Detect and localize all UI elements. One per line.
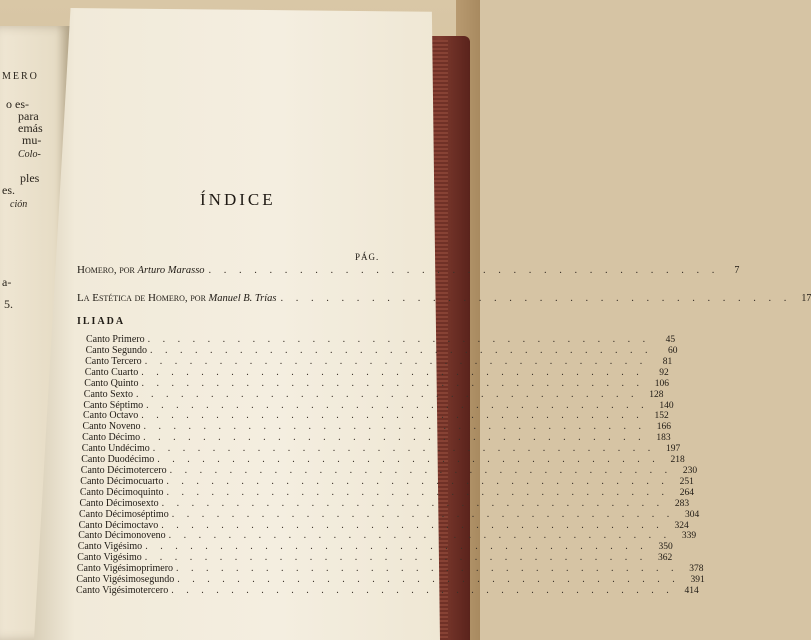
canto-page: 183 [656,433,671,444]
canto-entry [76,585,699,597]
dot-leader: . . . . . . . . . . . . . . . . . . . . . . . . . . . . . . . . . . [143,432,646,444]
canto-entry [80,475,694,488]
canto-label: Canto Décimotercero [80,465,167,476]
canto-label: Canto Vigésimosegundo [76,574,175,586]
canto-page: 106 [654,378,669,389]
entry-page: 7 [734,265,740,276]
canto-entry [77,541,673,553]
canto-page: 264 [679,487,694,498]
canto-page: 218 [670,455,685,465]
canto-label: Canto Tercero [85,355,142,367]
dot-leader: . . . . . . . . . . . . . . . . . . . . . . . . . . . . . . . . . . [141,377,644,389]
dot-leader: . . . . . . . . . . . . . . . . . . . . . . . . . . . . . . . . . . [135,388,639,400]
dot-leader: . . . . . . . . . . . . . . . . . . . . . . . . . . . . . . . . . . [166,475,669,487]
left-page-line: MERO [2,71,39,82]
canto-label: Canto Undécimo [81,443,150,455]
canto-page: 362 [658,553,673,564]
dot-leader: . . . . . . . . . . . . . . . . . . . . . . . . . . . . . . . . . . [141,410,644,422]
canto-entry [79,508,700,521]
dot-leader: . . . . . . . . . . . . . . . . . . . . . . . . . . . . . . . . . . [143,421,647,433]
dot-leader: . . . . . . . . . . . . . . . . . . . . . . . . . . . . . . . . . . [141,366,644,378]
dot-leader: . . . . . . . . . . . . . . . . . . . . . . . . . . . . . . . . . . [161,519,664,531]
canto-entry [84,377,669,390]
index-title: ÍNDICE [200,190,276,209]
dot-leader: . . . . . . . . . . . . . . . . . . . . . . . . . . . . . . . . . . [280,293,792,304]
canto-page: 251 [679,476,694,487]
canto-page: 45 [665,335,676,345]
canto-page: 414 [684,586,699,596]
page-column-header: PÁG. [355,252,380,262]
canto-label: Canto Primero [86,334,145,345]
left-page-line: emás [18,121,43,135]
left-page-line: ples [20,171,40,185]
canto-entry [83,388,664,401]
canto-entry [85,344,678,357]
canto-label: Canto Noveno [82,421,141,433]
canto-page: 140 [659,400,674,411]
dot-leader: . . . . . . . . . . . . . . . . . . . . . . . . . . . . . . . . . . [152,443,656,455]
dot-leader: . . . . . . . . . . . . . . . . . . . . . . . . . . . . . . . . . . [146,399,649,411]
section-heading: ILIADA [77,316,126,327]
dot-leader: . . . . . . . . . . . . . . . . . . . . . . . . . . . . . . . . . . [145,541,648,553]
canto-page: 81 [662,356,673,367]
entry-lead: Homero, por [77,264,135,276]
canto-page: 324 [674,520,689,531]
entry-author: Arturo Marasso [137,265,205,276]
dot-leader: . . . . . . . . . . . . . . . . . . . . . . . . . . . . . . . . . . [171,585,674,596]
canto-page: 128 [649,389,664,400]
entry-author: Manuel B. Trías [208,293,277,304]
dot-leader: . . . . . . . . . . . . . . . . . . . . . . . . . . . . . . . . . . [161,497,665,509]
canto-page: 152 [654,411,669,422]
entry-lead: La Estética de Homero, por [77,292,206,304]
left-page-line: Colo- [18,149,41,160]
dot-leader: . . . . . . . . . . . . . . . . . . . . . . . . . . . . . . . . . . [166,486,669,498]
canto-label: Canto Quinto [84,377,139,389]
canto-entry [79,497,690,510]
canto-page: 92 [659,367,669,378]
left-page-line: a- [2,275,12,289]
canto-page: 283 [674,498,690,509]
dot-leader: . . . . . . . . . . . . . . . . . . . . . . . . . . . . . . . . . . [177,574,680,586]
index-entry [77,264,740,276]
canto-page: 197 [665,444,681,455]
dot-leader: . . . . . . . . . . . . . . . . . . . . . . . . . . . . . . . . . . [168,530,672,542]
canto-entry [80,465,698,477]
canto-page: 391 [690,575,705,586]
canto-entry [79,486,694,499]
canto-label: Canto Séptimo [83,399,144,411]
canto-label: Canto Cuarto [84,366,139,378]
left-page-line: 5. [4,297,13,311]
canto-label: Canto Décimosexto [79,497,159,509]
dot-leader: . . . . . . . . . . . . . . . . . . . . . . . . . . . . . . . . . . [144,552,648,564]
canto-entry [81,454,685,466]
canto-label: Canto Sexto [83,388,133,400]
canto-page: 60 [667,345,678,356]
canto-label: Canto Décimoquinto [79,486,164,498]
canto-label: Canto Vigésimotercero [76,585,169,596]
canto-label: Canto Vigésimo [77,541,143,553]
canto-entry [84,366,669,379]
canto-label: Canto Décimonoveno [78,530,166,542]
canto-page: 339 [681,531,697,542]
dot-leader: . . . . . . . . . . . . . . . . . . . . . . . . . . . . . . . . . . [169,465,673,476]
canto-page: 304 [684,509,700,520]
dot-leader: . . . . . . . . . . . . . . . . . . . . . . . . . . . . . . . . . . [149,344,653,356]
dot-leader: . . . . . . . . . . . . . . . . . . . . . . . . . . . . . . . . . . [157,454,660,465]
canto-label: Canto Décimoctavo [78,519,159,531]
canto-label: Canto Vigésimo [77,552,142,564]
canto-label: Canto Octavo [83,410,139,422]
canto-label: Canto Vigésimoprimero [76,563,174,575]
dot-leader: . . . . . . . . . . . . . . . . . . . . . . . . . . . . . . . . . . [147,334,651,345]
left-page-line: ción [10,199,28,210]
index-entry [77,292,811,304]
dot-leader: . . . . . . . . . . . . . . . . . . . . . . . . . . . . . . . . . . [171,508,675,520]
dot-leader: . . . . . . . . . . . . . . . . . . . . . . . . . . . . . . . . . . [144,355,648,367]
dot-leader: . . . . . . . . . . . . . . . . . . . . . . . . . . . . . . . . . . [208,265,720,276]
canto-entry [85,355,673,368]
canto-page: 350 [658,542,673,553]
dot-leader: . . . . . . . . . . . . . . . . . . . . . . . . . . . . . . . . . . [176,563,679,575]
left-page-line: para [18,109,39,123]
canto-label: Canto Décimoséptimo [79,508,169,520]
canto-page: 230 [682,466,698,476]
canto-label: Canto Duodécimo [81,454,155,465]
canto-label: Canto Décimocuarto [80,475,164,487]
canto-page: 166 [656,422,672,433]
canto-label: Canto Segundo [85,344,147,356]
canto-page: 378 [689,564,704,575]
left-page-line: mu- [22,133,42,147]
left-page-line: o es- [6,97,29,111]
canto-entry [86,334,676,346]
canto-label: Canto Décimo [82,432,141,444]
entry-page: 17 [801,293,811,304]
left-page-line: es. [2,183,15,197]
